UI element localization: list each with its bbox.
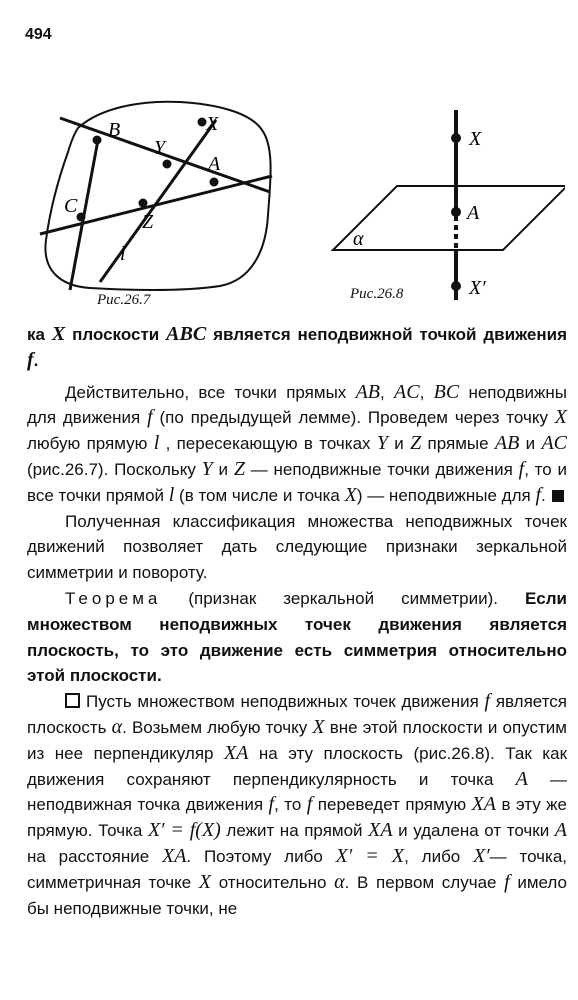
figure-26-7-caption: Рис.26.7 [97,292,151,308]
math-f: f [504,870,510,893]
math-xa: XA [161,844,187,867]
math-alpha: α [111,715,123,738]
point-a [210,178,219,187]
math-x: X [554,406,567,429]
math-x: X [198,870,212,893]
plane-alpha [333,186,565,250]
math-equation: X′ = f(X) [147,819,221,842]
text-run: , пересекающую в точках [159,434,377,454]
text-run: ) — неподвижные для [356,485,536,505]
text-run: любую прямую [27,434,154,454]
text-run: — неподвижная точка движения [27,769,567,815]
paragraph-4-theorem [27,586,567,689]
end-of-proof-mark [552,490,564,502]
math-l: l [168,483,175,506]
math-xa: XA [223,741,249,764]
text-run: лежит на прямой [220,821,369,841]
math-y: Y [201,457,213,480]
point-b [93,136,102,145]
math-bc: BC [433,380,460,403]
point-x [451,133,461,143]
plane-region-outline [45,102,270,290]
text-run: , либо [404,846,474,866]
text-run: прямые [421,434,495,454]
text-run: в эту же прямую. Точка [27,795,568,841]
text-run: и [387,434,411,454]
text-run: ка [27,325,52,344]
math-alpha: α [334,870,345,893]
math-l: l [153,432,160,455]
math-ab: AB [494,432,520,455]
figure-26-8 [325,110,565,310]
text-run: Пусть множеством неподвижных точек движения [86,692,485,712]
theorem-statement: Если множеством неподвижных точек движения является плоскость, то это движение есть симметрия относительно этой плоскости. [27,588,567,686]
proof-start-mark [65,693,80,708]
text-run: — неподвижные точки движения [244,459,519,479]
text-run: вне этой плоскости и опустим из нее перпендикуляр [27,717,567,763]
math-xa: XA [368,819,393,842]
math-f: f [27,348,34,371]
text-run: (по предыдущей лемме). Проведем через точку [152,408,555,428]
paragraph-3: Полученная классификация множества неподвижных точек движений позволяет дать следующие признаки зеркальной симметрии и повороту. [27,511,567,583]
text-run: . [33,350,39,370]
math-ac: AC [541,432,567,455]
label-c: C [64,195,78,217]
paragraph-1 [27,322,567,374]
text-run: на расстояние [27,846,162,866]
text-run: относительно [211,872,335,892]
text-run: (в том числе и точка [174,485,345,505]
text-run: имело бы неподвижные точки, не [27,872,567,918]
body-text [27,322,567,921]
text-run: и [212,459,234,479]
text-run: (признак зеркальной симметрии). [161,588,525,608]
math-z: Z [410,432,422,455]
text-run: , [380,382,395,402]
math-x: X [312,715,325,738]
math-f: f [484,690,491,713]
label-b: B [108,119,121,141]
text-run: плоскости [65,325,167,344]
label-x: X [469,128,482,150]
math-z: Z [233,457,245,480]
figure-26-8-drawing [325,110,565,310]
text-run: и [519,434,542,454]
label-y: Y [154,137,166,159]
figure-26-7 [30,90,280,295]
point-z [139,199,148,208]
math-a: A [554,819,568,842]
text-run: . Возьмем любую точку [122,717,313,737]
math-ac: AC [394,380,420,403]
point-c [77,213,86,222]
text-run: Действительно, все точки прямых [65,382,356,402]
figure-26-7-drawing [30,90,280,295]
text-run: , то [274,795,307,815]
text-run: . [541,485,546,505]
text-run: и удалена от точки [392,821,555,841]
label-x-prime: X′ [469,277,486,299]
text-run: — точка, симметричная точке [27,846,568,892]
text-run: , то и все точки прямой [27,459,567,505]
point-x-prime [451,281,461,291]
label-a: A [208,153,221,175]
paragraph-5-proof [27,689,567,921]
text-run: , [419,382,434,402]
label-alpha: α [353,228,364,250]
figure-26-8-caption: Рис.26.8 [350,286,404,302]
math-xa: XA [471,793,497,816]
label-a: A [467,202,480,224]
text-run: (рис.26.7). Поскольку [27,459,202,479]
math-equation: X′ = X [335,844,405,867]
math-f: f [306,793,313,816]
math-y: Y [376,432,388,455]
math-x-prime: X′ [473,844,490,867]
math-x: X [344,483,357,506]
paragraph-2 [27,380,567,509]
math-abc: ABC [166,323,207,345]
math-f: f [535,483,541,506]
text-run: . В первом случае [344,872,505,892]
point-y [163,160,172,169]
label-l: l [120,243,126,265]
math-a: A [515,767,528,790]
math-f: f [268,793,275,816]
text-run: является неподвижной точкой движения [206,325,567,344]
math-f: f [518,457,525,480]
text-run: на эту плоскость (рис.26.8). Так как движения сохраняют перпендикулярность и точка [27,743,568,789]
math-ab: AB [355,380,381,403]
text-run: переведет прямую [312,795,472,815]
label-z: Z [142,211,154,233]
text-run: является плоскость [27,692,567,737]
point-a [451,207,461,217]
text-run: неподвижны для движения [27,382,568,428]
math-f: f [147,406,153,429]
page-number: 494 [25,26,52,43]
math-x: X [51,323,66,345]
label-x: X [206,113,219,135]
theorem-word: Теорема [65,588,162,608]
text-run: . Поэтому либо [186,846,336,866]
